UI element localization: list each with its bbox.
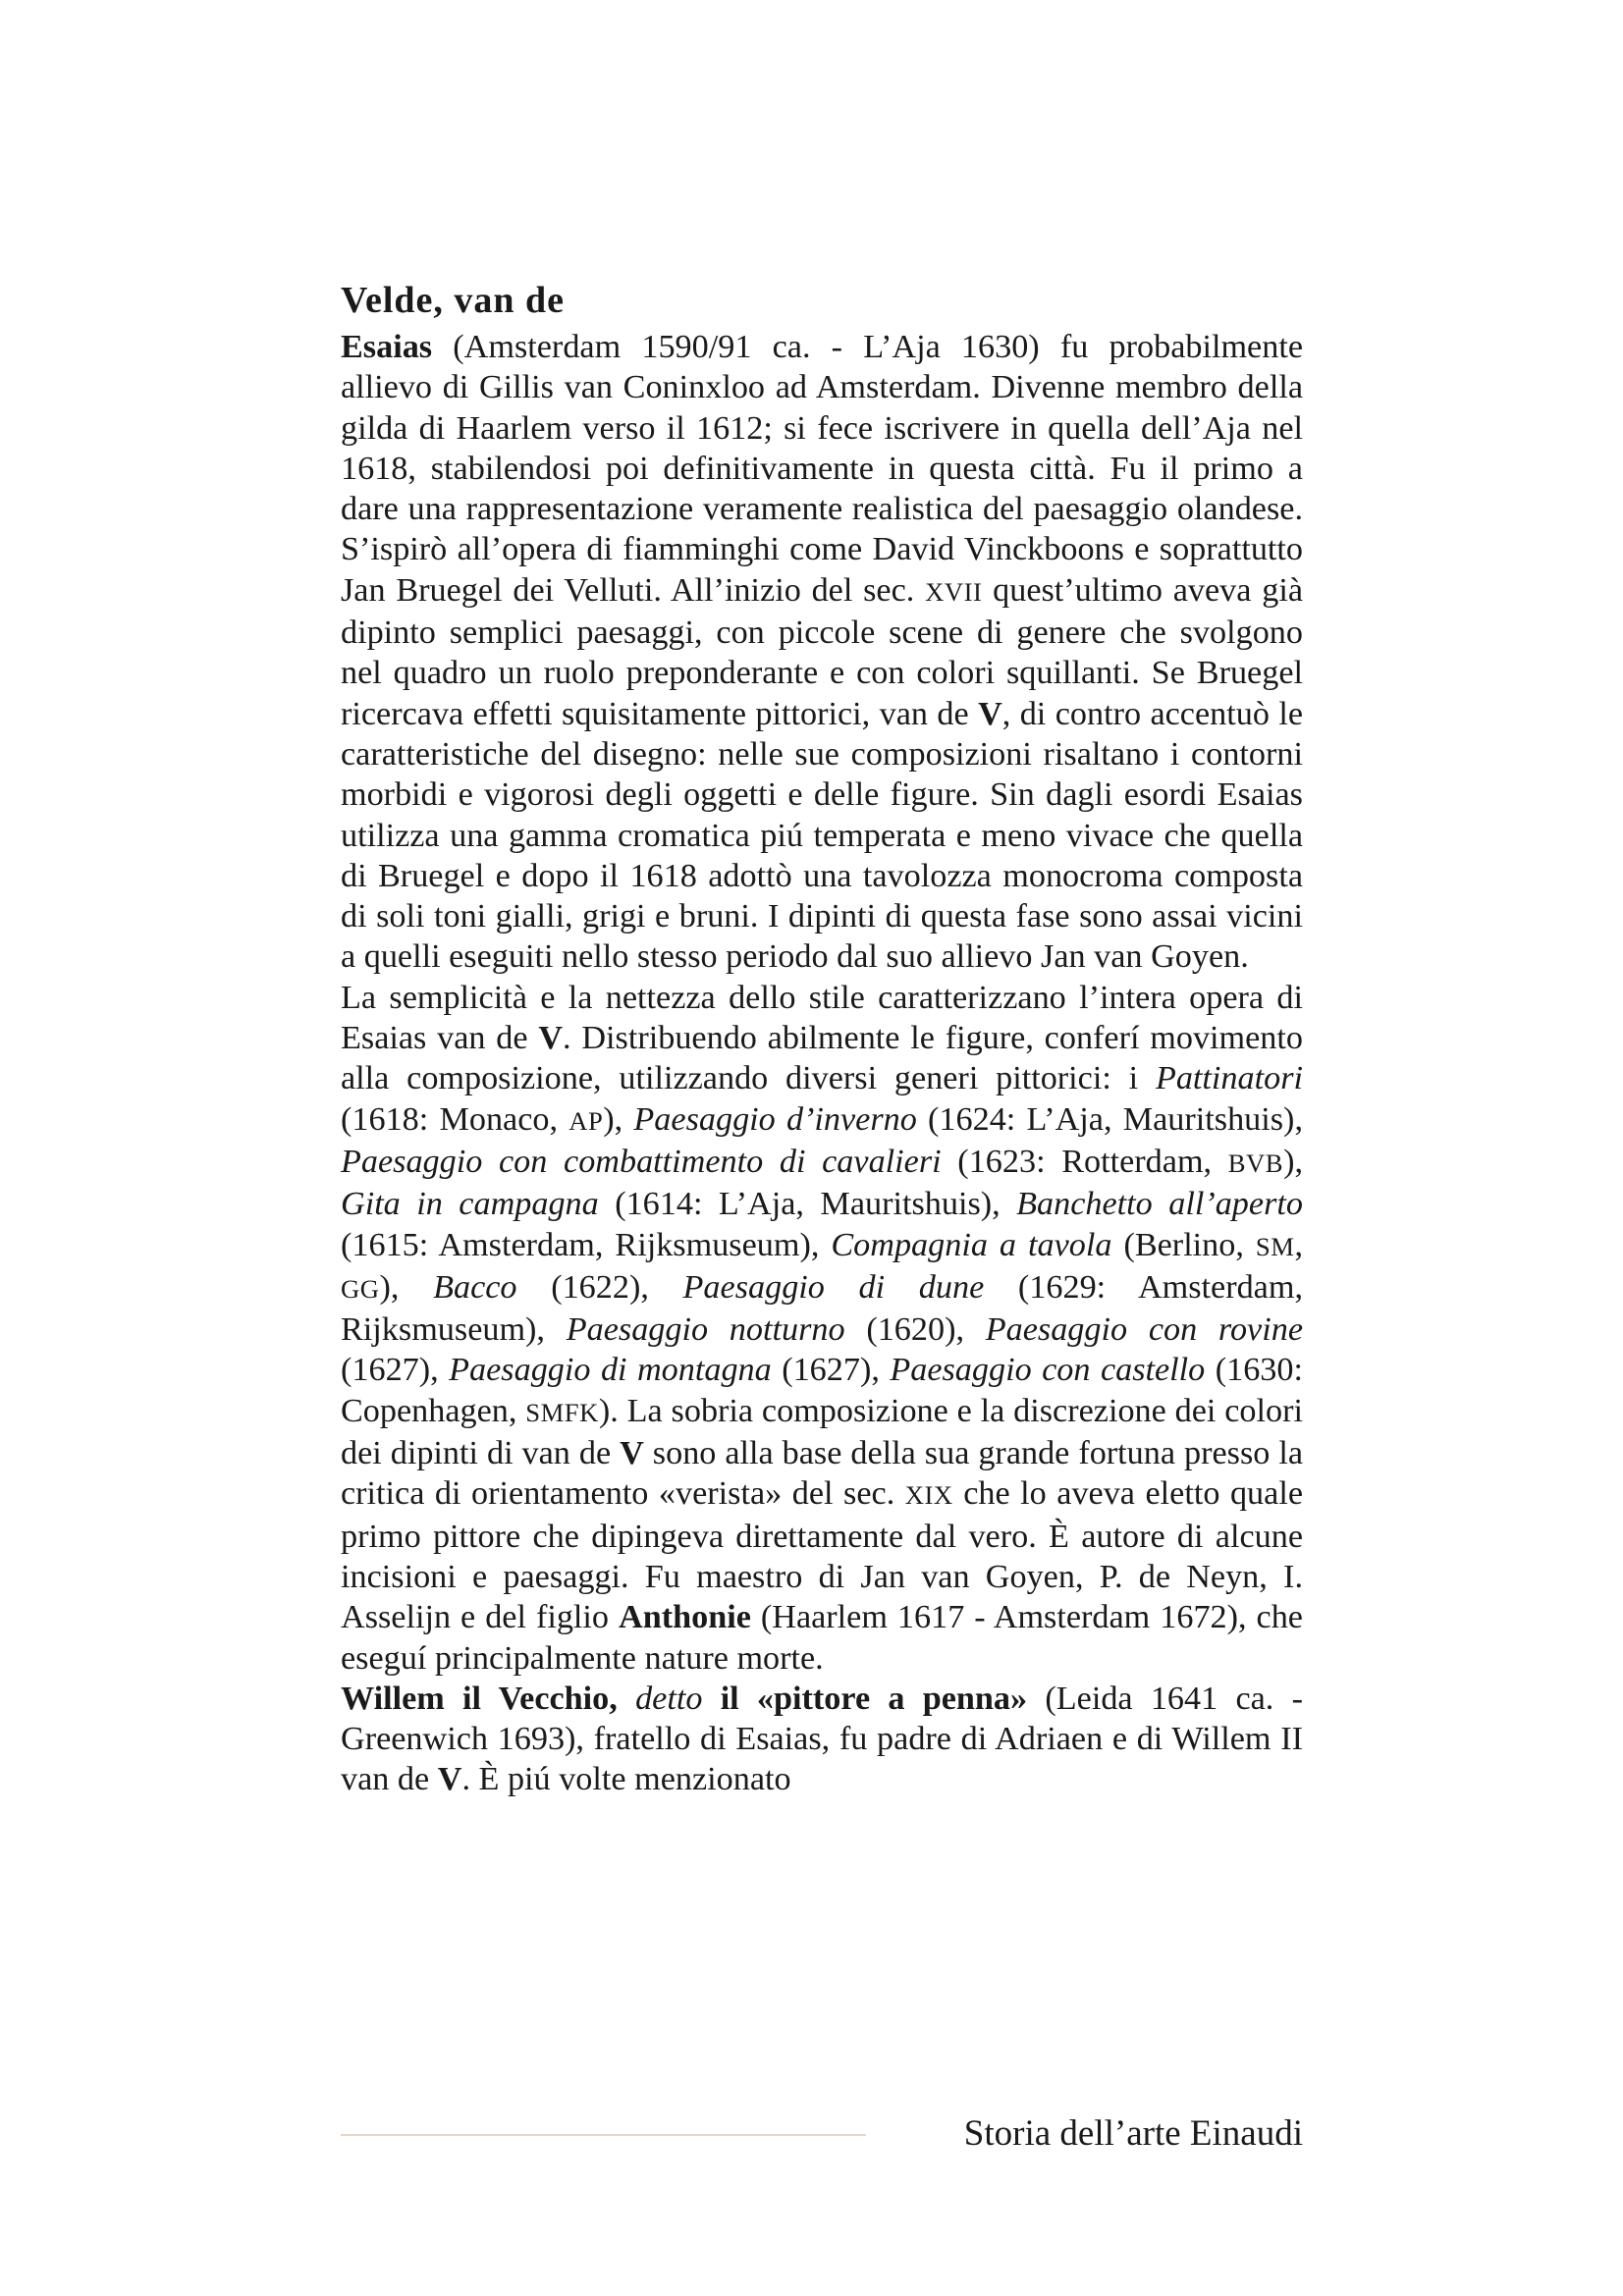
text-run: , (1294, 1226, 1303, 1263)
detto-word: detto (635, 1680, 703, 1717)
work-title: Paesaggio notturno (566, 1311, 845, 1349)
article (341, 278, 1303, 1800)
text-run: ), (1283, 1143, 1303, 1180)
museum-abbrev: BVB (1227, 1148, 1284, 1178)
footer-rule (341, 2134, 866, 2136)
abbrev-v: V (437, 1761, 462, 1798)
paragraph-willem (341, 1679, 1303, 1800)
text-run: (Amsterdam 1590/91 ca. - L’Aja 1630) fu probabilmente allievo di Gillis van Coninxloo ad Amsterdam. Divenne membro della gilda di Haarlem verso il 1612; si fece iscrivere in quella dell’Aja nel 1618, stabilendosi poi definitivamente in questa città. Fu il primo a dare una rappresentazione veramente realistica del paesaggio olandese. S’ispirò all’opera di fiamminghi come David Vinckboons e soprattutto Jan Bruegel dei Velluti. All’inizio del sec. (341, 329, 1303, 609)
work-title: Paesaggio di dune (682, 1268, 985, 1306)
work-title: Bacco (433, 1268, 517, 1306)
text-run: (1624: L’Aja, Mauritshuis), (916, 1100, 1303, 1138)
text-run: (1627), (771, 1352, 891, 1389)
text-run: (Leida 1641 ca. - Greenwich 1693), fratello di Esaias, fu padre di Adriaen e di Willem II van de (341, 1680, 1303, 1798)
text-run: (1630: Copenhagen, (341, 1352, 1303, 1429)
work-title: Paesaggio con combattimento di cavalieri (341, 1143, 942, 1180)
text-run: (Haarlem 1617 - Amsterdam 1672), che eseguí principalmente nature morte. (341, 1599, 1303, 1677)
name-anthonie: Anthonie (619, 1599, 751, 1636)
text-run: La semplicità e la nettezza dello stile caratterizzano l’intera opera di Esaias van de (341, 979, 1303, 1057)
paragraph-esaias (341, 327, 1303, 978)
work-title: Paesaggio con rovine (985, 1311, 1303, 1349)
nickname: il «pittore a penna» (720, 1680, 1028, 1717)
text-run: . Distribuendo abilmente le figure, conferí movimento alla composizione, utilizzando diversi generi pittorici: i (341, 1020, 1303, 1097)
work-title: Banchetto all’aperto (1016, 1186, 1303, 1223)
museum-abbrev: GG (341, 1273, 380, 1304)
text-run (618, 1681, 635, 1717)
text-run (702, 1681, 720, 1717)
century-label: XVII (925, 576, 983, 607)
work-title: Compagnia a tavola (831, 1226, 1112, 1263)
page-footer (341, 2110, 1303, 2160)
work-title: Paesaggio con castello (890, 1352, 1206, 1389)
work-title: Paesaggio di montagna (449, 1352, 772, 1389)
name-willem: Willem il Vecchio, (341, 1680, 618, 1717)
abbrev-v: V (978, 695, 1002, 732)
text-run: (1620), (844, 1311, 986, 1349)
text-run: , di contro accentuò le caratteristiche del disegno: nelle sue composizioni risaltano i contorni morbidi e vigorosi degli oggetti e delle figure. Sin dagli esordi Esaias utilizza una gamma cromatica piú temperata e meno vivace che quella di Bruegel e dopo il 1618 adottò una tavolozza monocroma composta di soli toni gialli, grigi e bruni. I dipinti di questa fase sono assai vicini a quelli eseguiti nello stesso periodo dal suo allievo Jan van Goyen. (341, 695, 1303, 976)
text-run: ), (603, 1100, 634, 1138)
text-run: ). La sobria composizione e la discrezione dei colori dei dipinti di van de (341, 1392, 1303, 1472)
text-run: . È piú volte menzionato (461, 1761, 791, 1798)
text-run: (1629: Amsterdam, Rijksmuseum), (341, 1268, 1303, 1349)
text-run: (1618: Monaco, (341, 1100, 569, 1138)
museum-abbrev: AP (568, 1105, 604, 1136)
text-run: (1614: L’Aja, Mauritshuis), (598, 1186, 1017, 1223)
footer-title: Storia dell’arte Einaudi (963, 2113, 1303, 2154)
work-title: Paesaggio d’inverno (633, 1100, 917, 1138)
abbrev-v: V (620, 1435, 644, 1472)
work-title: Pattinatori (1155, 1060, 1303, 1097)
text-run: (Berlino, (1111, 1226, 1256, 1263)
text-run: (1622), (516, 1268, 683, 1306)
museum-abbrev: SMFK (525, 1397, 599, 1427)
entry-heading: Velde, van de (341, 280, 566, 321)
text-run: che lo aveva eletto quale primo pittore che dipingeva direttamente dal vero. È autore di alcune incisioni e paesaggi. Fu maestro di Jan van Goyen, P. de Neyn, I. Asselijn e del figlio (341, 1475, 1303, 1636)
text-run: sono alla base della sua grande fortuna presso la critica di orientamento «verista» del sec. (341, 1435, 1304, 1513)
paragraph-works (341, 978, 1303, 1679)
text-run: ), (379, 1268, 434, 1306)
abbrev-v: V (538, 1020, 564, 1057)
text-run: quest’ultimo aveva già dipinto semplici paesaggi, con piccole scene di genere che svolgono nel quadro un ruolo preponderante e con colori squillanti. Se Bruegel ricercava effetti squisitamente pittorici, van de (341, 571, 1303, 732)
museum-abbrev: SM (1255, 1231, 1295, 1261)
work-title: Gita in campagna (341, 1186, 599, 1223)
century-label: XIX (904, 1480, 953, 1511)
name-esaias: Esaias (341, 329, 433, 365)
text-run: (1623: Rotterdam, (941, 1143, 1228, 1180)
text-run: (1615: Amsterdam, Rijksmuseum), (341, 1226, 832, 1263)
text-run: (1627), (341, 1352, 450, 1389)
